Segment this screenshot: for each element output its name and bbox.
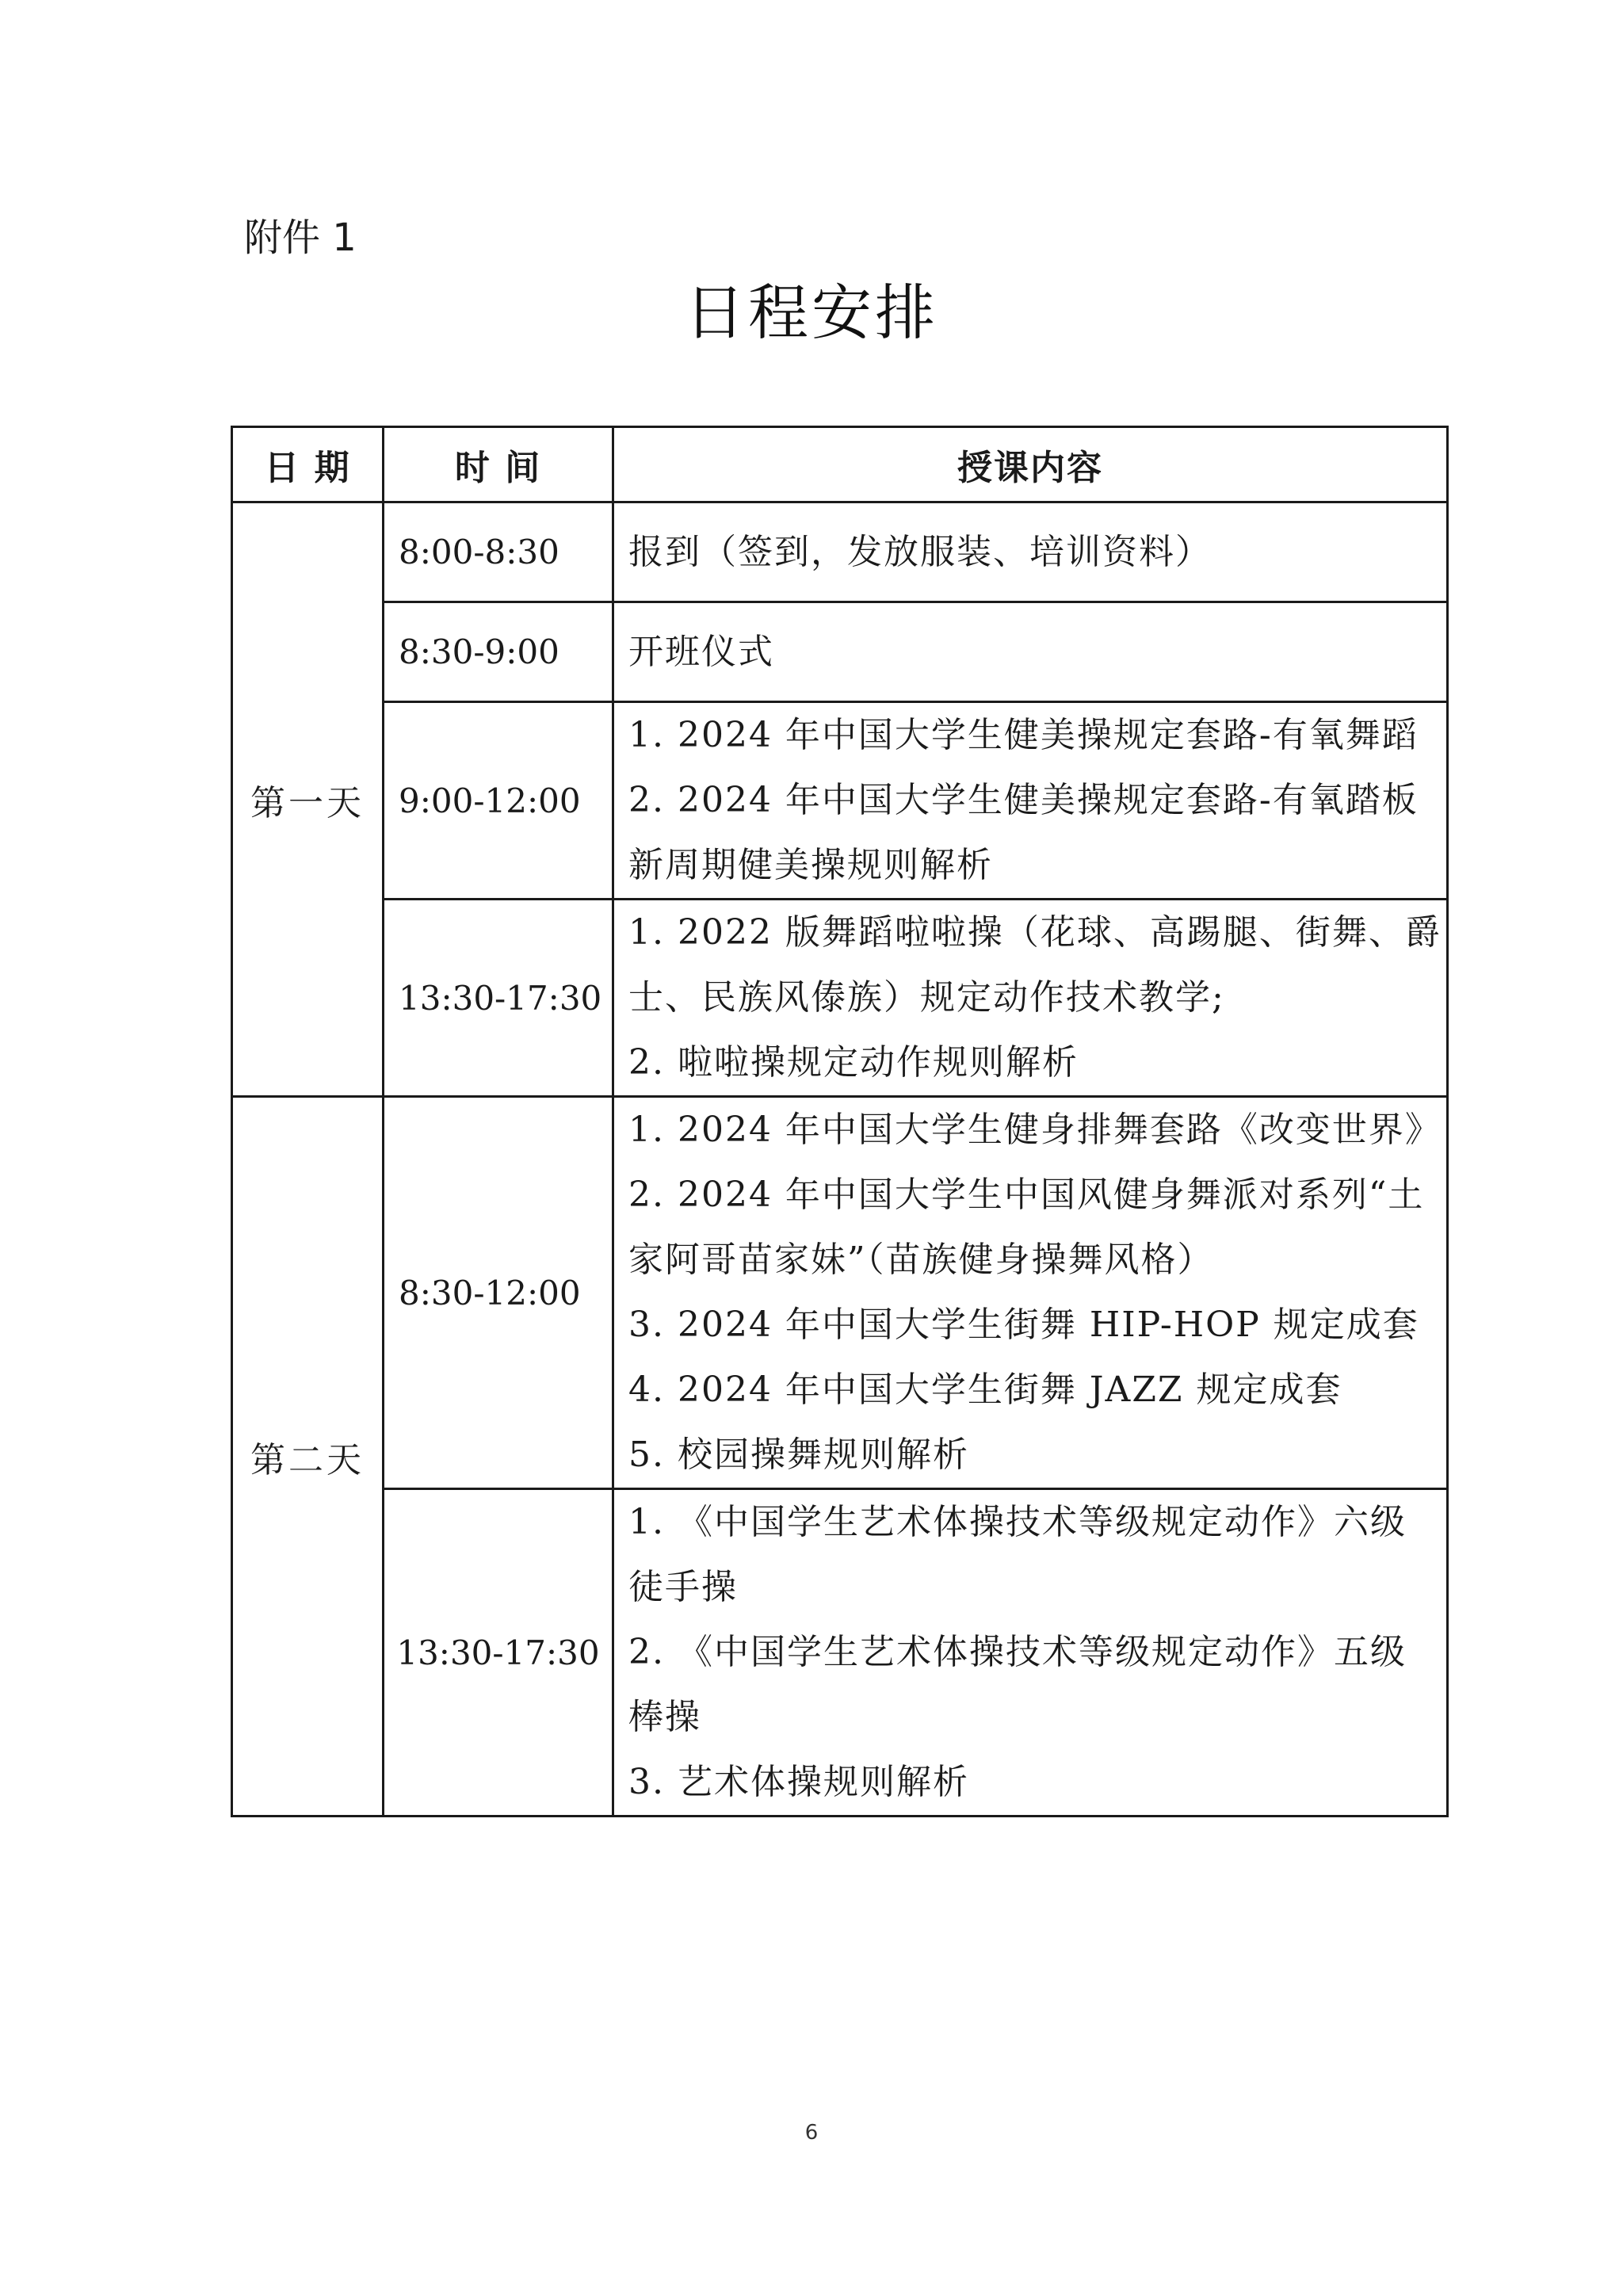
content-line: 2. 2024 年中国大学生健美操规定套路-有氧踏板 — [628, 780, 1419, 820]
table-row — [232, 502, 1448, 602]
content-line: 徒手操 — [628, 1567, 738, 1607]
content-line: 1. 2024 年中国大学生健美操规定套路-有氧舞蹈 — [628, 715, 1419, 755]
session-time: 8:30-12:00 — [384, 1097, 613, 1489]
content-line: 士、民族风傣族）规定动作技术教学; — [628, 977, 1225, 1018]
content-line: 2. 啦啦操规定动作规则解析 — [628, 1042, 1079, 1083]
table-row — [232, 900, 1448, 1097]
session-time: 9:00-12:00 — [384, 702, 613, 900]
schedule-table — [231, 426, 1449, 1817]
content-line: 开班仪式 — [628, 631, 774, 672]
content-line: 新周期健美操规则解析 — [628, 845, 993, 885]
table-row — [232, 1097, 1448, 1489]
session-time: 8:00-8:30 — [384, 502, 613, 602]
session-time: 13:30-17:30 — [384, 900, 613, 1097]
session-time: 8:30-9:00 — [384, 602, 613, 702]
session-time: 13:30-17:30 — [384, 1489, 613, 1817]
content-line: 4. 2024 年中国大学生街舞 JAZZ 规定成套 — [628, 1370, 1342, 1410]
content-line: 3. 2024 年中国大学生街舞 HIP-HOP 规定成套 — [628, 1305, 1419, 1345]
table-header-row — [232, 427, 1448, 502]
table-row — [232, 1489, 1448, 1817]
session-content — [613, 602, 1448, 702]
content-line: 5. 校园操舞规则解析 — [628, 1435, 969, 1475]
day-label: 第一天 — [232, 502, 384, 1097]
content-line: 1. 《中国学生艺术体操技术等级规定动作》六级 — [628, 1502, 1407, 1542]
header-content: 授课内容 — [613, 427, 1448, 502]
table-row — [232, 702, 1448, 900]
page-number: 6 — [804, 2121, 819, 2145]
content-line: 家阿哥苗家妹”（苗族健身操舞风格） — [628, 1240, 1214, 1280]
session-content — [613, 502, 1448, 602]
content-line: 3. 艺术体操规则解析 — [628, 1762, 969, 1802]
table-row — [232, 602, 1448, 702]
content-line: 2. 2024 年中国大学生中国风健身舞派对系列“土 — [628, 1175, 1425, 1215]
header-time: 时 间 — [384, 427, 613, 502]
content-line: 报到（签到，发放服装、培训资料） — [628, 531, 1212, 572]
session-content — [613, 1097, 1448, 1489]
session-content — [613, 900, 1448, 1097]
page-title: 日程安排 — [685, 277, 938, 348]
day-label: 第二天 — [232, 1097, 384, 1817]
session-content — [613, 1489, 1448, 1817]
content-line: 1. 2024 年中国大学生健身排舞套路《改变世界》 — [628, 1110, 1442, 1150]
content-line: 2. 《中国学生艺术体操技术等级规定动作》五级 — [628, 1632, 1407, 1672]
content-line: 1. 2022 版舞蹈啦啦操（花球、高踢腿、街舞、爵 — [628, 912, 1442, 953]
session-content — [613, 702, 1448, 900]
content-line: 棒操 — [628, 1697, 701, 1737]
header-date: 日 期 — [232, 427, 384, 502]
attachment-label: 附件 1 — [244, 216, 357, 260]
